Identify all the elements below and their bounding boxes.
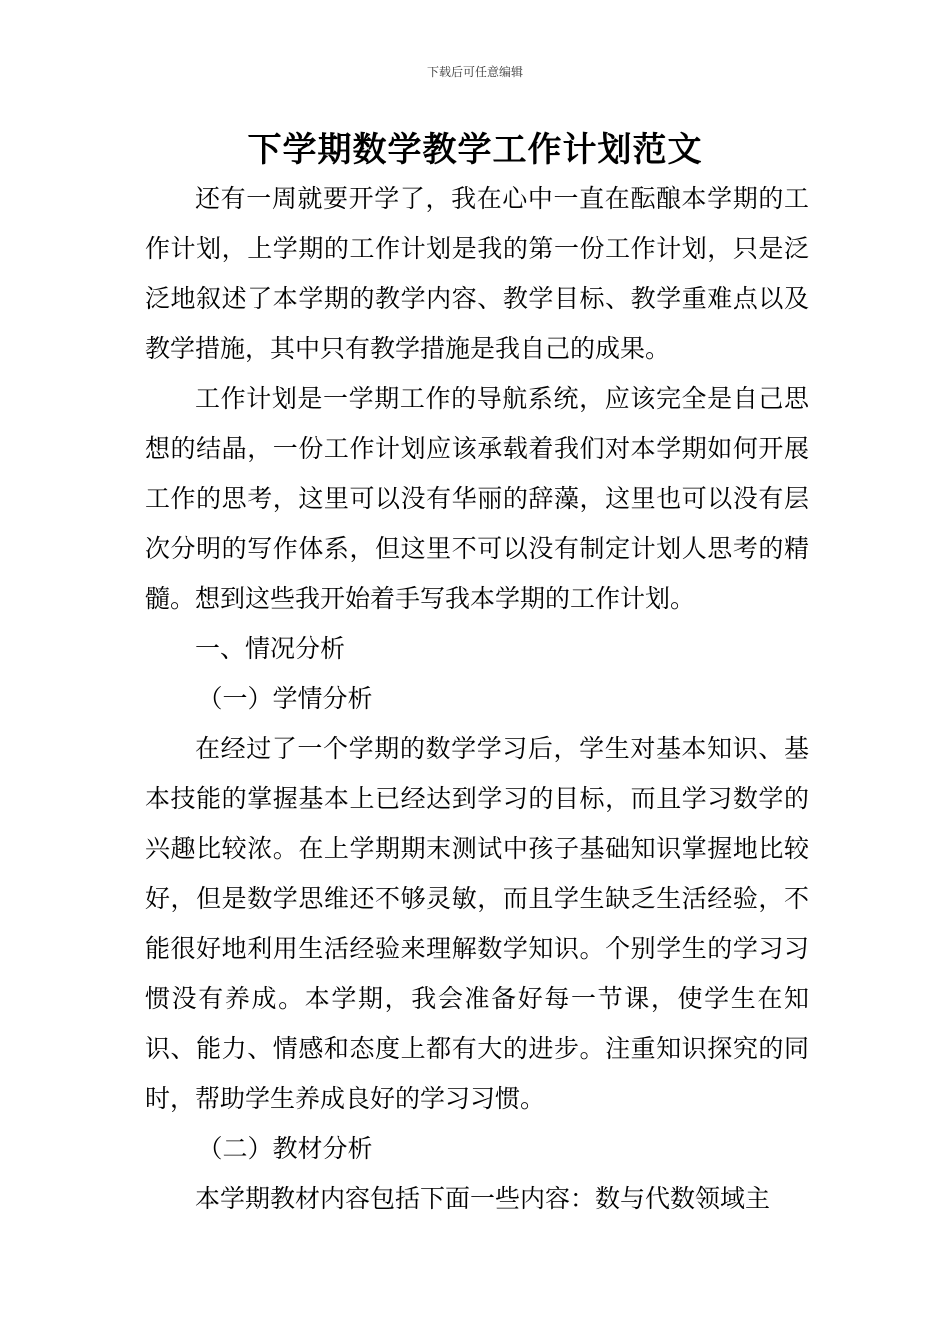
page-title: 下学期数学教学工作计划范文 <box>247 130 703 170</box>
paragraph-plan-meaning: 工作计划是一学期工作的导航系统，应该完全是自己思想的结晶，一份工作计划应该承载着我们对本学期如何开展工作的思考，这里可以没有华丽的辞藻，这里也可以没有层次分明的写作体系，但这里不可以没有制定计划人思考的精髓。想到这些我开始着手写我本学期的工作计划。 <box>145 384 809 613</box>
subsection-heading-students: （一）学情分析 <box>197 684 373 713</box>
subsection-heading-textbook: （二）教材分析 <box>197 1134 373 1163</box>
paragraph-intro: 还有一周就要开学了，我在心中一直在酝酿本学期的工作计划，上学期的工作计划是我的第一份工作计划，只是泛泛地叙述了本学期的教学内容、教学目标、教学重难点以及教学措施，其中只有教学措施是我自己的成果。 <box>145 184 809 363</box>
paragraph-textbook-analysis: 本学期教材内容包括下面一些内容：数与代数领域主 <box>195 1184 771 1213</box>
paragraph-student-analysis: 在经过了一个学期的数学学习后，学生对基本知识、基本技能的掌握基本上已经达到学习的目标，而且学习数学的兴趣比较浓。在上学期期末测试中孩子基础知识掌握地比较好，但是数学思维还不够灵敏，而且学生缺乏生活经验，不能很好地利用生活经验来理解数学知识。个别学生的学习习惯没有养成。本学期，我会准备好每一节课，使学生在知识、能力、情感和态度上都有大的进步。注重知识探究的同时，帮助学生养成良好的学习习惯。 <box>145 734 809 1113</box>
section-heading-situation: 一、情况分析 <box>195 634 346 663</box>
document-body <box>145 174 809 1224</box>
header-note: 下载后可任意编辑 <box>426 65 523 79</box>
